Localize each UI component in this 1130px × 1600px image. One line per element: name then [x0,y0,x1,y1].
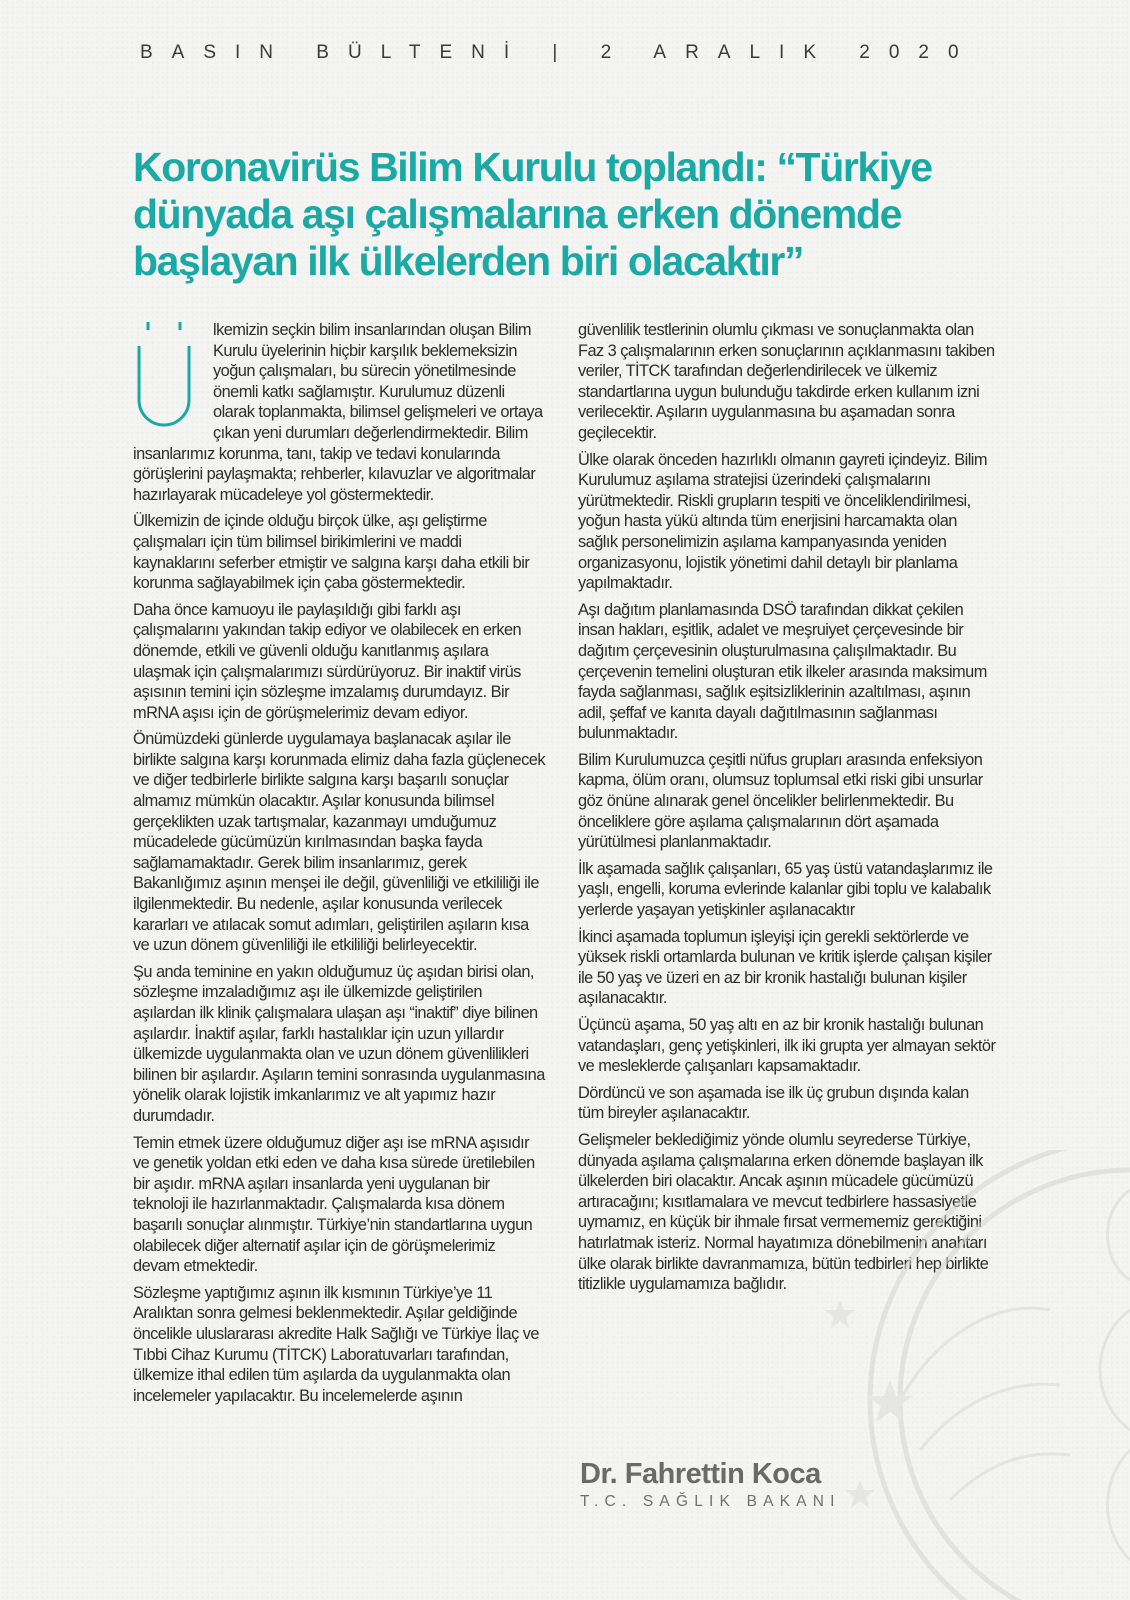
paragraph: Temin etmek üzere olduğumuz diğer aşı ise mRNA aşısıdır ve genetik yoldan etki eden ve daha kısa sürede üretilebilen bir aşıdır. mRNA aşıları insanlarda yeni uygulanan bir teknoloji ile hazırlanmaktadır. Çalışmalarda kısa dönem başarılı sonuçlar alınmıştır. Türkiye’nin standartlarına uygun olabilecek diğer alternatif aşılar için de görüşmelerimiz devam etmektedir. [133,1133,535,1276]
dropcap-letter [133,320,205,440]
paragraph: Üçüncü aşama, 50 yaş altı en az bir kronik hastalığı bulunan vatandaşları, genç yetişkinleri, ilk iki grupta yer almayan sektör ve mesleklerde çalışanları kapsamaktadır. [578,1016,996,1076]
paragraph: Bilim Kurulumuzca çeşitli nüfus grupları arasında enfeksiyon kapma, ölüm oranı, olumsuz toplumsal etki riski gibi unsurlar göz önüne alınarak genel öncelikler belirlenmektedir. Bu önceliklere göre aşılama çalışmalarının dört aşamada yürütülmesi planlanmaktadır. [578,750,983,852]
paragraph: Ülke olarak önceden hazırlıklı olmanın gayreti içindeyiz. Bilim Kurulumuz aşılama stratejisi üzerindeki çalışmalarını yürütmektedir. Riskli grupların tespiti ve önceliklendirilmesi, yoğun hasta yükü altında tüm enerjisini harcamakta olan sağlık personelimizin aşılama kampanyasında yeniden organizasyonu, lojistik yönetimi dahil detaylı bir planlama yapılmaktadır. [578,450,988,593]
paragraph: Gelişmeler beklediğimiz yönde olumlu seyrederse Türkiye, dünyada aşılama çalışmalarına erken dönemde başlayan ilk ülkelerden biri olacaktır. Ancak aşının mücadele gücümüzü artıracağını; kısıtlamalara ve mevcut tedbirlere hassasiyetle uymamız, en küçük bir ihmale fırsat vermememiz gerektiğini hatırlatmak isteriz. Normal hayatımıza dönebilmenin anahtarı ülke olarak birlikte davranmamıza, bütün tedbirleri hep birlikte titizlikle uygulamamıza bağlıdır. [578,1130,989,1294]
paragraph: Ülkemizin de içinde olduğu birçok ülke, aşı geliştirme çalışmaları için tüm bilimsel birikimlerini ve maddi kaynaklarını seferber etmiştir ve salgına karşı daha etkili bir korunma sağlayabilmek için çaba göstermektedir. [133,512,530,593]
paragraph: Önümüzdeki günlerde uygulamaya başlanacak aşılar ile birlikte salgına karşı korunmada elimiz daha fazla güçlenecek ve diğer tedbirlerle birlikte salgına karşı başarılı sonuçlar almamız mümkün olacaktır. Aşılar konusunda bilimsel gerçeklikten uzak tartışmalar, kazanmayı umduğumuz mücadelede gücümüzün kırılmasından başka fayda sağlamamaktadır. Gerek bilim insanlarımız, gerek Bakanlığımız aşının menşei ile değil, güvenliliği ve etkililiği ile ilgilenmektedir. Bu nedenle, aşılar konusunda verilecek kararları ve atılacak somut adımları, geliştirilen aşıların kısa ve uzun dönem güvenliliği ile etkililiği belirleyecektir. [133,730,545,955]
paragraph: Daha önce kamuoyu ile paylaşıldığı gibi farklı aşı çalışmalarını yakından takip ediyor ve olabilecek en erken dönemde, etkili ve güvenli olduğu kanıtlanmış aşılara ulaşmak için çalışmalarımızı sürdürüyoruz. Bir inaktif virüs aşısının temini için sözleşme imzalamış durumdayız. Bir mRNA aşısı için de görüşmelerimiz devam ediyor. [133,600,522,722]
paragraph: Aşı dağıtım planlamasında DSÖ tarafından dikkat çekilen insan hakları, eşitlik, adalet ve meşruiyet çerçevesinde bir dağıtım çerçevesinin oluşturulmasına çalışılmaktadır. Bu çerçevenin temelini oluşturan etik ilkeler arasında maksimum fayda sağlanması, sağlık eşitsizliklerinin azaltılması, aşının adil, şeffaf ve kanıta dayalı dağıtılmasının sağlanması bulunmaktadır. [578,600,987,743]
paragraph: Şu anda teminine en yakın olduğumuz üç aşıdan birisi olan, sözleşme imzaladığımız aşı ile ülkemizde geliştirilen aşılardan ilk klinik çalışmalara ulaşan aşı “inaktif” diye bilinen aşılardır. İnaktif aşılar, farklı hastalıklar için uzun yıllardır ülkemizde uygulanmakta olan ve uzun dönem güvenlilikleri bilinen bir aşılardır. Aşıların temini sonrasında uygulanmasına yönelik olarak lojistik imkanlarımız ve alt yapımız hazır durumdadır. [133,962,545,1125]
signatory-name: Dr. Fahrettin Koca [580,1458,821,1490]
paragraph: lkemizin seçkin bilim insanlarından oluşan Bilim Kurulu üyelerinin hiçbir karşılık beklemeksizin yoğun çalışmaları, bu sürecin yönetilmesinde önemli katkı sağlamıştır. Kurulumuz düzenli olarak toplanmakta, bilimsel gelişmeleri ve ortaya çıkan yeni durumları değerlendirmektedir. Bilim insanlarımız korunma, tanı, takip ve tedavi konularında görüşlerini paylaşmakta; rehberler, kılavuzlar ve algoritmalar hazırlayarak mücadeleye yol göstermektedir. [133,321,543,504]
signatory-title: T.C. SAĞLIK BAKANI [580,1493,841,1510]
dropcap-u-glyph [133,320,205,438]
press-release-header: BASIN BÜLTENİ | 2 ARALIK 2020 [140,42,978,63]
headline: Koronavirüs Bilim Kurulu toplandı: “Türkiye dünyada aşı çalışmalarına erken dönemde başlayan ilk ülkelerden biri olacaktır” [133,144,932,284]
ministry-emblem-watermark-icon [800,1150,1130,1600]
paragraph: Sözleşme yaptığımız aşının ilk kısmının Türkiye’ye 11 Aralıktan sonra gelmesi beklenmektedir. Aşılar geldiğinde öncelikle uluslararası akredite Halk Sağlığı ve Türkiye İlaç ve Tıbbi Cihaz Kurumu (TİTCK) Laboratuvarları tarafından, ülkemize ithal edilen tüm aşılarda da uygulanmakta olan incelemeler yapılacaktır. Bu incelemelerde aşının [133,1283,539,1405]
left-column [133,320,545,1412]
paragraph: Dördüncü ve son aşamada ise ilk üç grubun dışında kalan tüm bireyler aşılanacaktır. [578,1083,969,1123]
paragraph: İkinci aşamada toplumun işleyişi için gerekli sektörlerde ve yüksek riskli ortamlarda bulunan ve kritik işlerde çalışan kişiler ile 50 yaş ve üzeri en az bir kronik hastalığı bulunan kişiler aşılanacaktır. [578,927,992,1008]
paragraph: İlk aşamada sağlık çalışanları, 65 yaş üstü vatandaşlarımız ile yaşlı, engelli, koruma evlerinde kalanlar gibi toplu ve kalabalık yerlerde yaşayan yetişkinler aşılanacaktır [578,859,993,920]
paragraph: güvenlilik testlerinin olumlu çıkması ve sonuçlanmakta olan Faz 3 çalışmalarının erken sonuçlarının açıklanmasını takiben veriler, TİTCK tarafından değerlendirilecek ve ülkemiz standartlarına uygun bulunduğu takdirde erken kullanım izni verilecektir. Aşıların uygulanmasına bu aşamadan sonra geçilecektir. [578,321,995,442]
